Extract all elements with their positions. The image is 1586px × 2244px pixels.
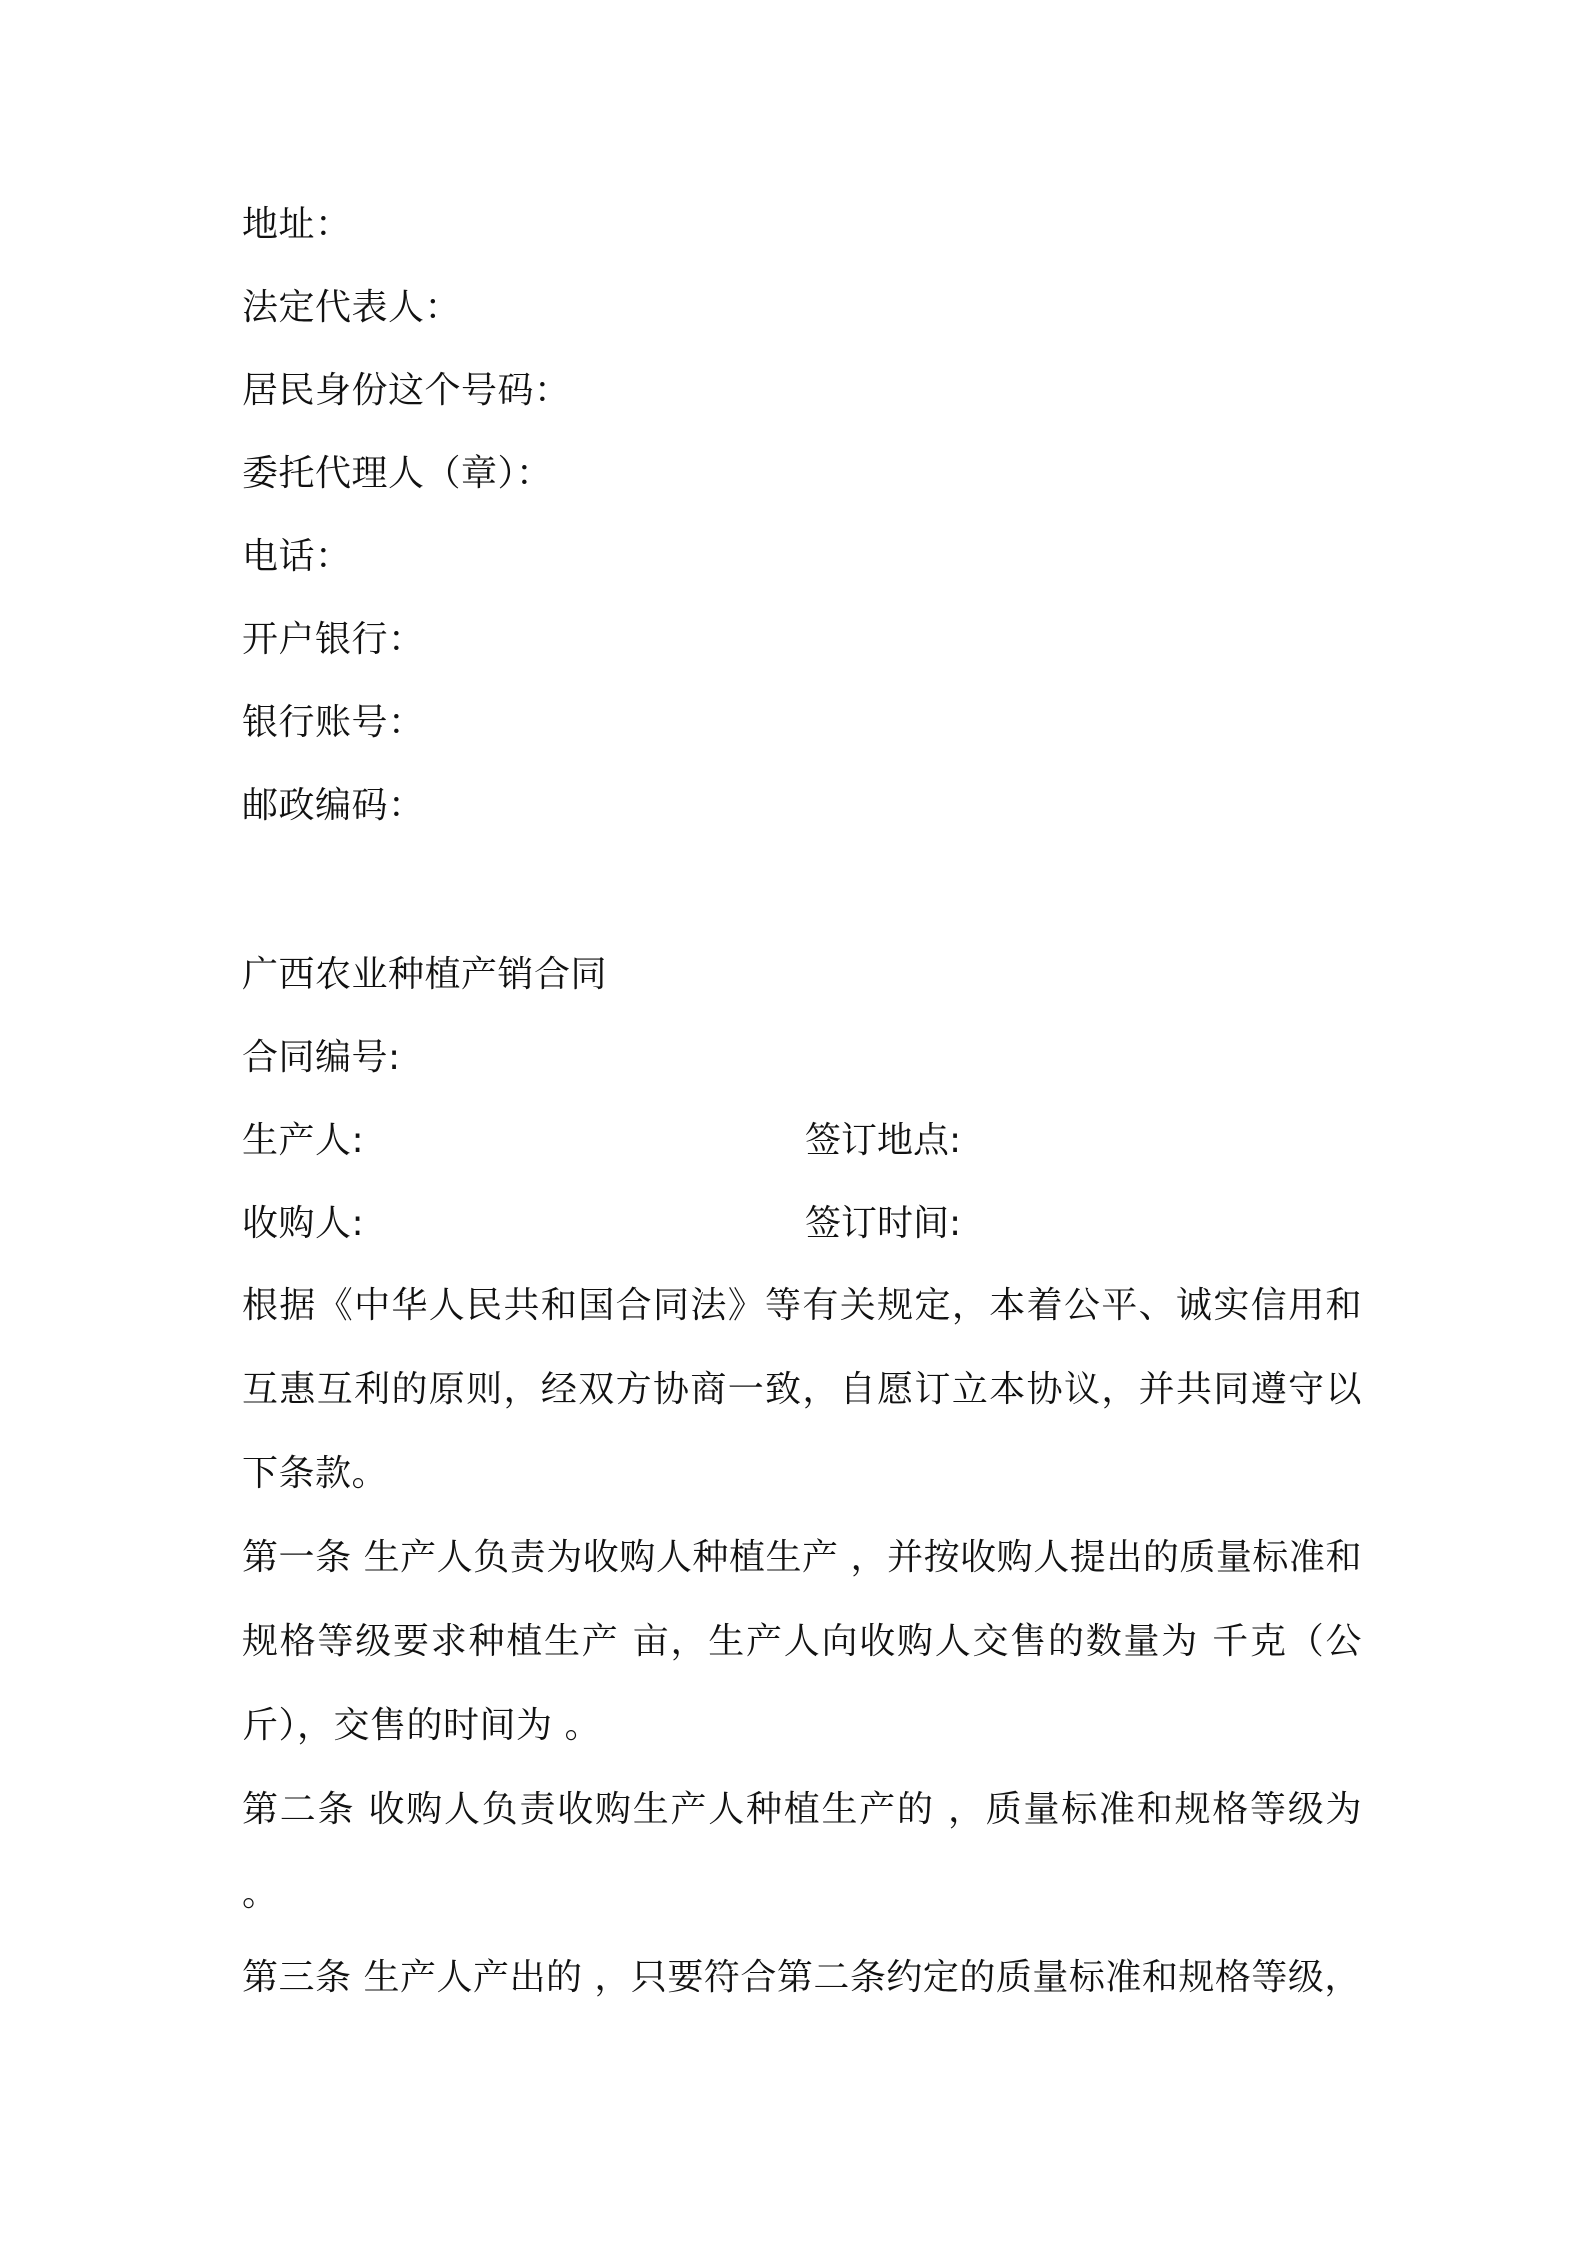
preamble-paragraph: 根据《中华人民共和国合同法》等有关规定，本着公平、诚实信用和互惠互利的原则，经双方协商一致，自愿订立本协议，并共同遵守以下条款。 (242, 1285, 1362, 1494)
article-2: 第二条 收购人负责收购生产人种植生产的 ，质量标准和规格等级为 。 (242, 1789, 1362, 1914)
contract-title: 广西农业种植产销合同 (242, 954, 608, 995)
sign-place-label: 签订地点: (805, 1120, 962, 1161)
producer-label: 生产人: (242, 1120, 365, 1161)
field-agent: 委托代理人（章）： (242, 453, 553, 494)
article-3: 第三条 生产人产出的 ，只要符合第二条约定的质量标准和规格等级， (242, 1957, 1361, 1998)
field-legal-representative: 法定代表人： (242, 287, 462, 328)
contract-number: 合同编号: (242, 1037, 401, 1078)
field-postal-code: 邮政编码： (242, 785, 425, 826)
field-phone: 电话： (242, 536, 352, 577)
field-id-number: 居民身份这个号码： (242, 370, 571, 411)
article-1: 第一条 生产人负责为收购人种植生产 ，并按收购人提出的质量标准和规格等级要求种植生产 亩，生产人向收购人交售的数量为 千克（公斤），交售的时间为 。 (242, 1537, 1362, 1746)
field-bank-account: 银行账号： (242, 702, 425, 743)
field-bank: 开户银行： (242, 619, 425, 660)
buyer-label: 收购人: (242, 1203, 365, 1244)
field-address: 地址： (242, 204, 352, 245)
sign-time-label: 签订时间: (805, 1203, 962, 1244)
